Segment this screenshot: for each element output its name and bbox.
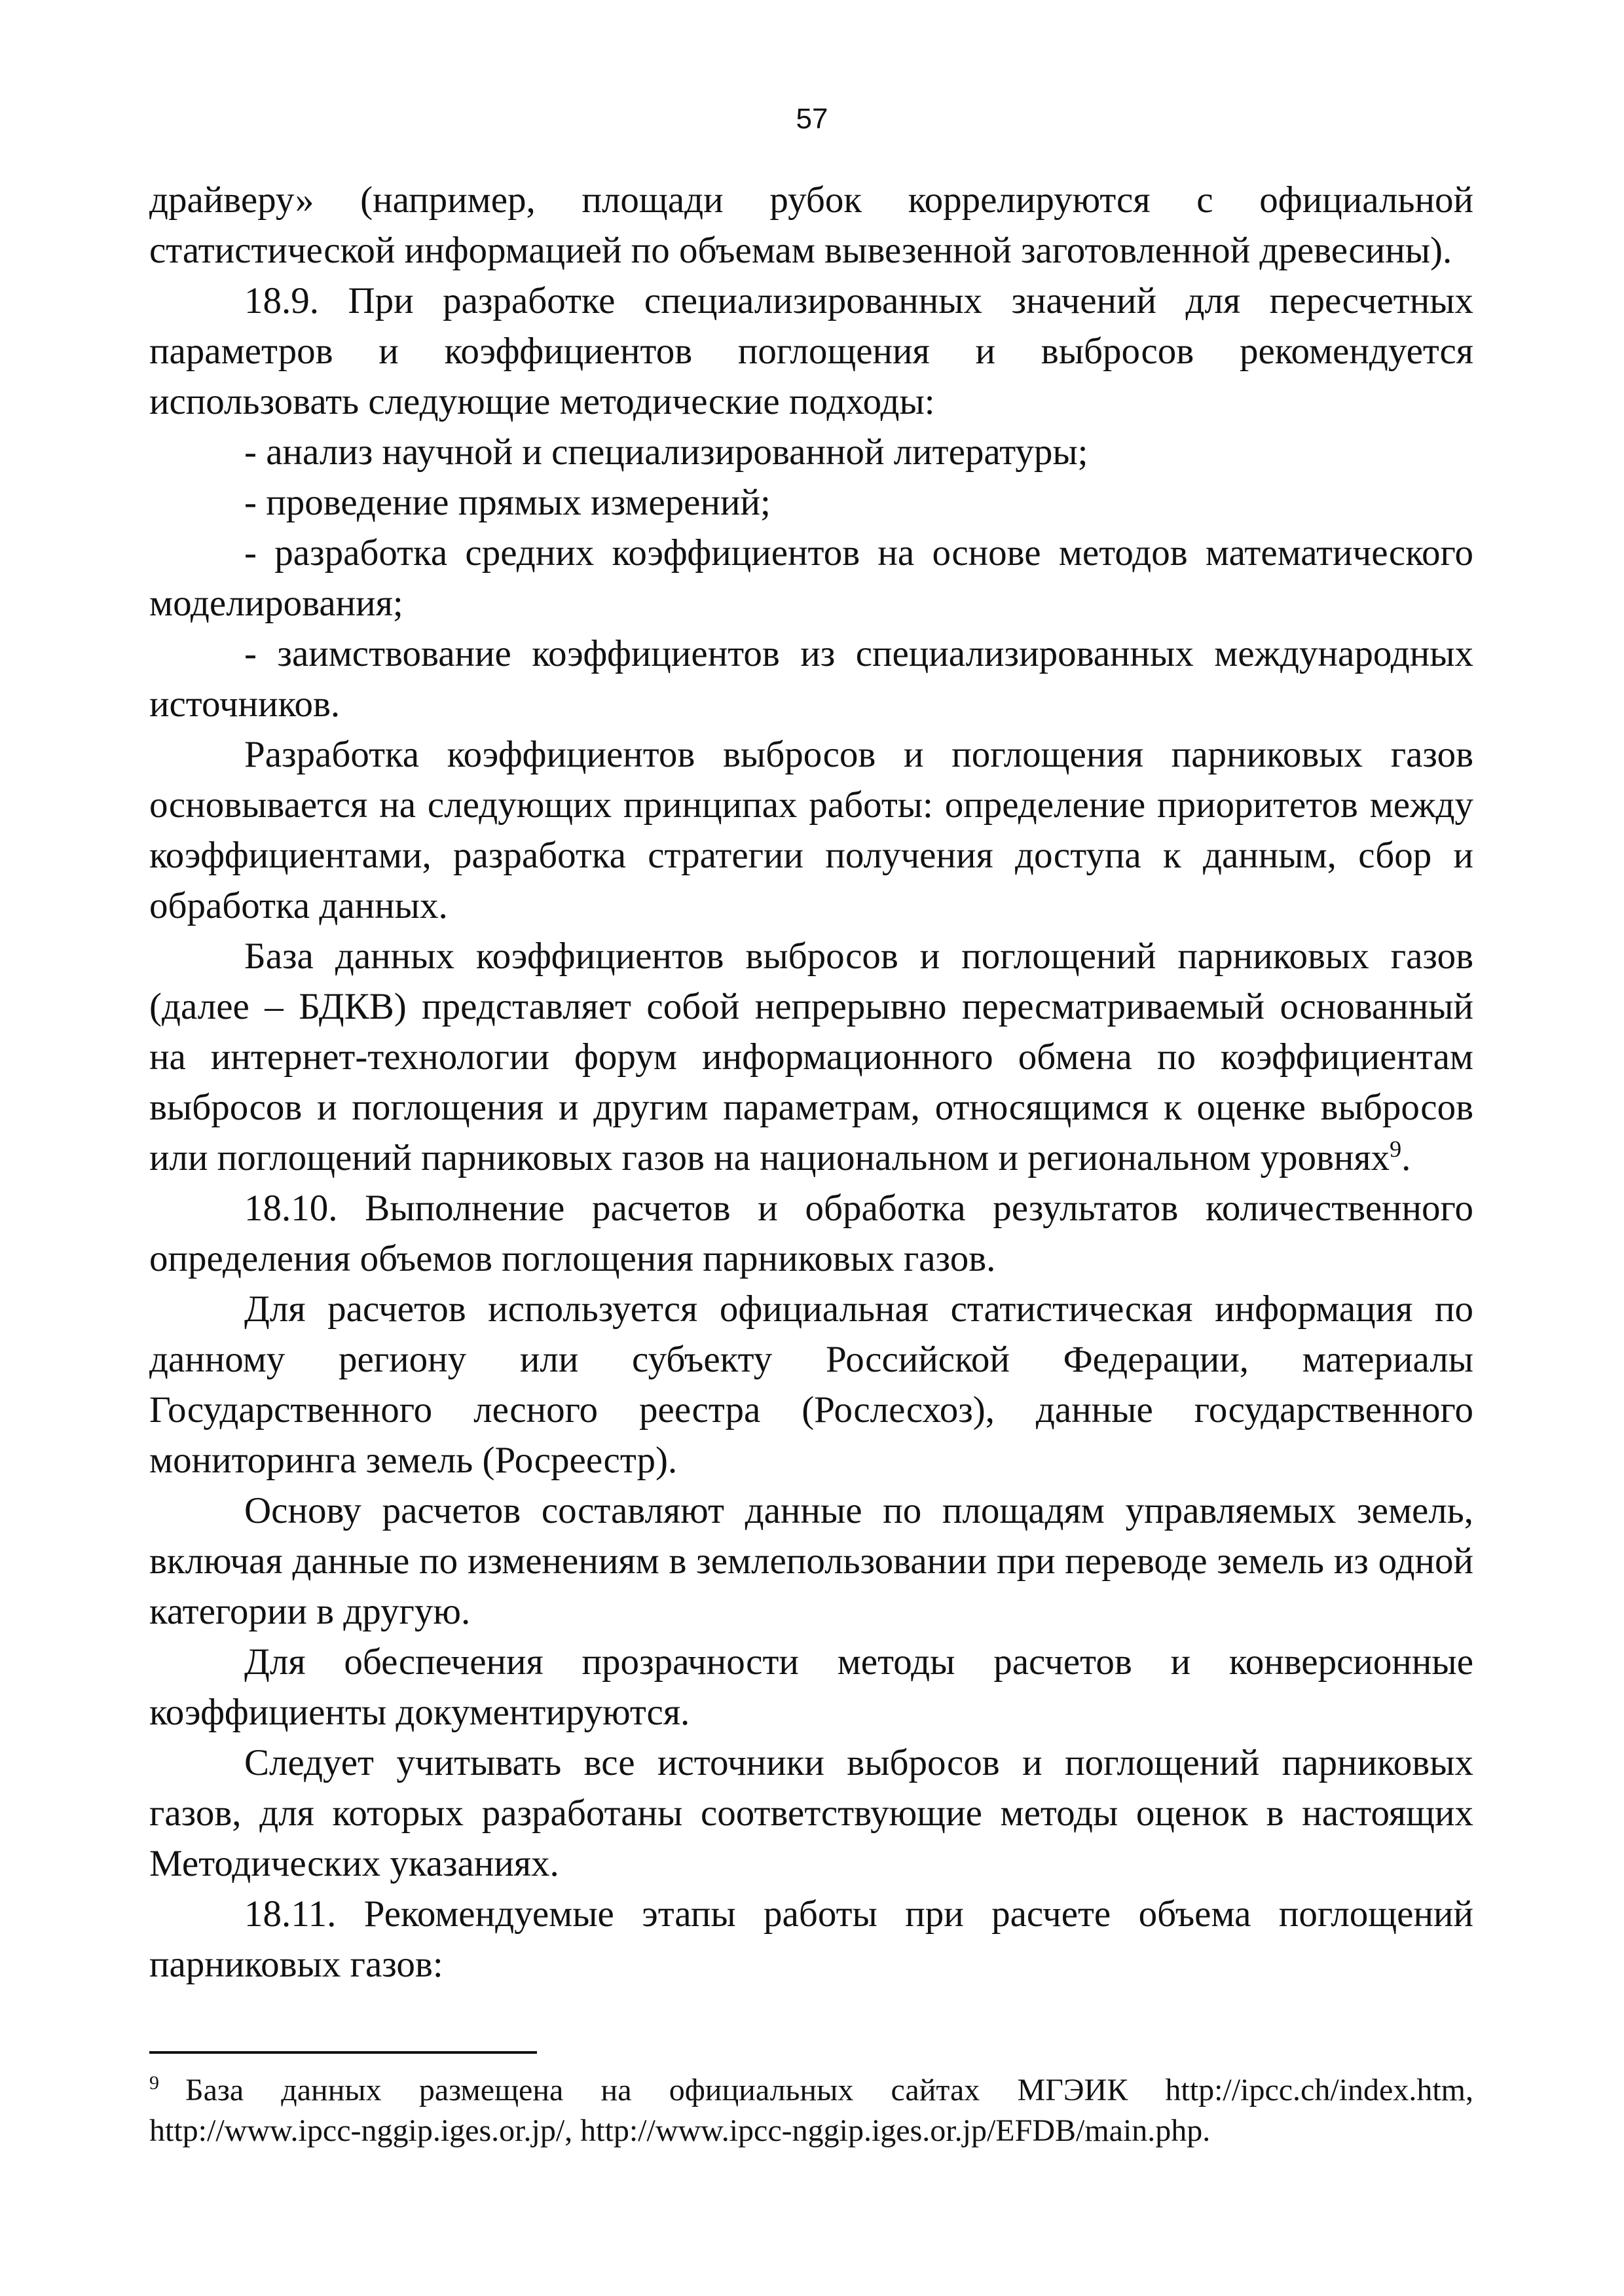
footnote-mark: 9: [149, 2072, 159, 2094]
footnote: [149, 2070, 1473, 2151]
paragraph-all-sources: Следует учитывать все источники выбросов и поглощений парниковых газов, для которых разработаны соответствующие методы оценок в настоящих Методических указаниях.: [149, 1742, 1473, 1884]
paragraph-18-9: 18.9. При разработке специализированных значений для пересчетных параметров и коэффициентов поглощения и выбросов рекомендуется использовать следующие методические подходы:: [149, 280, 1473, 422]
paragraph-coefficient-development: Разработка коэффициентов выбросов и поглощения парниковых газов основывается на следующих принципах работы: определение приоритетов между коэффициентами, разработка стратегии получения доступа к данным, сбор и обработка данных.: [149, 734, 1473, 926]
list-item-borrowing-coefficients: - заимствование коэффициентов из специализированных международных источников.: [149, 633, 1473, 725]
paragraph-transparency: Для обеспечения прозрачности методы расчетов и конверсионные коэффициенты документируются.: [149, 1641, 1473, 1733]
paragraph-calculation-basis: Основу расчетов составляют данные по площадям управляемых земель, включая данные по изменениям в землепользовании при переводе земель из одной категории в другую.: [149, 1490, 1473, 1632]
list-item-math-modeling: - разработка средних коэффициентов на основе методов математического моделирования;: [149, 532, 1473, 624]
list-item-literature-analysis: - анализ научной и специализированной литературы;: [244, 431, 1088, 473]
paragraph-efdb-period: .: [1401, 1137, 1411, 1178]
footnote-divider: [149, 2051, 537, 2054]
paragraph-18-10: 18.10. Выполнение расчетов и обработка результатов количественного определения объемов поглощения парниковых газов.: [149, 1188, 1473, 1279]
page-number: 57: [796, 103, 828, 135]
paragraph-statistics-sources: Для расчетов используется официальная статистическая информация по данному региону или субъекту Российской Федерации, материалы Государственного лесного реестра (Рослесхоз), данные государственного мониторинга земель (Росреестр).: [149, 1288, 1473, 1481]
paragraph-efdb-text: База данных коэффициентов выбросов и поглощений парниковых газов (далее – БДКВ) представляет собой непрерывно пересматриваемый основанный на интернет-технологии форум информационного обмена по коэффициентам выбросов и поглощения и другим параметрам, относящимся к оценке выбросов или поглощений парниковых газов на национальном и региональном уровнях: [149, 936, 1473, 1178]
body-text: [149, 175, 1473, 1990]
paragraph-18-11: 18.11. Рекомендуемые этапы работы при расчете объема поглощений парниковых газов:: [149, 1893, 1473, 1985]
paragraph-efdb: [149, 931, 1473, 1183]
footnote-reference: 9: [1390, 1136, 1402, 1162]
list-item-direct-measurements: - проведение прямых измерений;: [244, 482, 771, 523]
footnote-text: База данных размещена на официальных сайтах МГЭИК http://ipcc.ch/index.htm, http://www.ipcc-nggip.iges.or.jp/, http://www.ipcc-nggip.iges.or.jp/EFDB/main.php.: [149, 2073, 1473, 2148]
paragraph-continuation: драйверу» (например, площади рубок коррелируются с официальной статистической информацией по объемам вывезенной заготовленной древесины).: [149, 179, 1473, 271]
